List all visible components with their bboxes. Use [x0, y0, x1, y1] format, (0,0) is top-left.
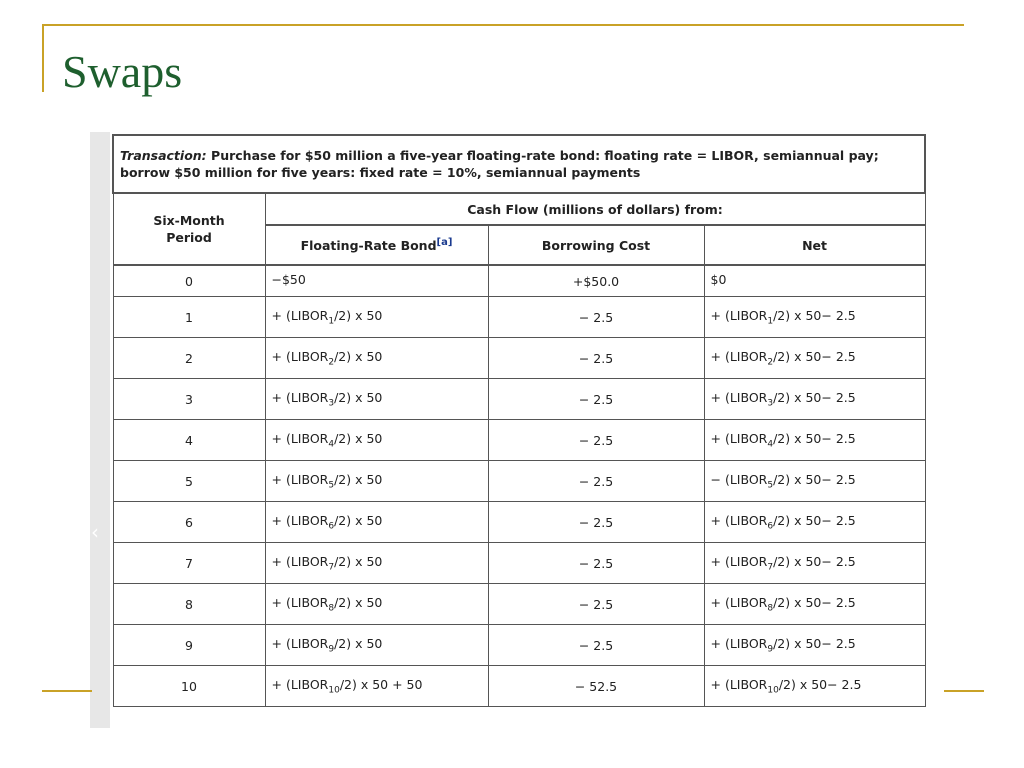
net-cell — [704, 420, 925, 461]
period-value: 8 — [185, 596, 193, 612]
net-prefix: − (LIBOR — [710, 471, 768, 487]
net-subscript: 7 — [767, 562, 774, 573]
floating-prefix: + (LIBOR — [271, 348, 329, 364]
floating-subscript: 2 — [328, 357, 335, 368]
floating-subscript: 5 — [328, 480, 335, 491]
bottom-right-accent-rule — [944, 690, 984, 692]
table-row — [113, 666, 925, 707]
table-row — [113, 502, 925, 543]
floating-subscript: 4 — [328, 439, 335, 450]
chevron-left-icon[interactable]: ‹ — [91, 520, 99, 544]
net-cell — [704, 543, 925, 584]
borrowing-cost-cell — [488, 297, 704, 338]
floating-suffix: /2) x 50 — [334, 430, 383, 446]
period-value: 0 — [185, 273, 193, 289]
period-value: 2 — [185, 350, 193, 366]
net-cell — [704, 625, 925, 666]
floating-subscript: 9 — [328, 644, 335, 655]
net-cell — [704, 265, 925, 297]
floating-prefix: + (LIBOR — [271, 389, 329, 405]
floating-rate-bond-header — [265, 225, 488, 265]
floating-prefix: + (LIBOR — [271, 676, 329, 692]
borrowing-value: − 52.5 — [574, 678, 618, 694]
floating-suffix: /2) x 50 — [334, 471, 383, 487]
table-caption — [113, 135, 925, 193]
floating-rate-cell — [265, 265, 488, 297]
borrowing-cost-cell — [488, 265, 704, 297]
net-cell — [704, 502, 925, 543]
borrowing-value: − 2.5 — [578, 596, 614, 612]
floating-prefix: + (LIBOR — [271, 512, 329, 528]
floating-rate-cell — [265, 584, 488, 625]
period-value: 5 — [185, 473, 193, 489]
net-subscript: 4 — [767, 439, 774, 450]
net-prefix: + (LIBOR — [710, 348, 768, 364]
period-cell — [113, 379, 265, 420]
period-cell — [113, 420, 265, 461]
net-prefix: + (LIBOR — [710, 307, 768, 323]
net-cell — [704, 461, 925, 502]
period-value: 6 — [185, 514, 193, 530]
net-suffix: /2) x 50− 2.5 — [773, 471, 856, 487]
net-subscript: 9 — [767, 644, 774, 655]
period-header-line1: Six-Month — [153, 213, 225, 228]
net-suffix: /2) x 50− 2.5 — [773, 307, 856, 323]
floating-suffix: /2) x 50 — [334, 553, 383, 569]
net-prefix: + (LIBOR — [710, 553, 768, 569]
net-suffix: /2) x 50− 2.5 — [778, 676, 862, 692]
borrowing-cost-cell — [488, 461, 704, 502]
table-row — [113, 265, 925, 297]
net-cell — [704, 297, 925, 338]
period-cell — [113, 666, 265, 707]
period-value: 9 — [185, 637, 193, 653]
table-row — [113, 543, 925, 584]
net-suffix: /2) x 50− 2.5 — [773, 635, 856, 651]
net-suffix: /2) x 50− 2.5 — [773, 389, 856, 405]
floating-subscript: 10 — [328, 685, 340, 696]
net-subscript: 10 — [767, 685, 779, 696]
table-row — [113, 338, 925, 379]
period-column-header — [113, 193, 265, 265]
top-accent-rule — [42, 24, 964, 26]
floating-suffix: /2) x 50 — [334, 348, 383, 364]
floating-suffix: /2) x 50 — [334, 512, 383, 528]
net-cell — [704, 338, 925, 379]
borrowing-value: − 2.5 — [578, 473, 614, 489]
table-row — [113, 297, 925, 338]
borrowing-value: − 2.5 — [578, 514, 614, 530]
floating-rate-cell — [265, 543, 488, 584]
net-prefix: + (LIBOR — [710, 676, 768, 692]
period-cell — [113, 297, 265, 338]
floating-subscript: 8 — [328, 603, 335, 614]
borrowing-cost-header: Borrowing Cost — [488, 225, 704, 265]
borrowing-value: − 2.5 — [578, 432, 614, 448]
net-subscript: 3 — [767, 398, 774, 409]
net-suffix: /2) x 50− 2.5 — [773, 594, 856, 610]
period-cell — [113, 265, 265, 297]
borrowing-cost-cell — [488, 625, 704, 666]
net-cell — [704, 584, 925, 625]
net-prefix: + (LIBOR — [710, 389, 768, 405]
bottom-left-accent-rule — [42, 690, 92, 692]
net-suffix: /2) x 50− 2.5 — [773, 553, 856, 569]
left-accent-rule — [42, 24, 44, 92]
floating-rate-cell — [265, 666, 488, 707]
table-row — [113, 625, 925, 666]
net-cell — [704, 666, 925, 707]
net-subscript: 6 — [767, 521, 774, 532]
table-body — [113, 265, 925, 707]
net-cell — [704, 379, 925, 420]
floating-rate-cell — [265, 461, 488, 502]
period-value: 1 — [185, 309, 193, 325]
borrowing-cost-cell — [488, 502, 704, 543]
net-prefix: $0 — [710, 271, 727, 287]
floating-rate-cell — [265, 297, 488, 338]
floating-rate-cell — [265, 338, 488, 379]
borrowing-cost-cell — [488, 543, 704, 584]
floating-suffix: /2) x 50 + 50 — [339, 676, 423, 692]
net-prefix: + (LIBOR — [710, 594, 768, 610]
floating-prefix: −$50 — [271, 271, 306, 287]
floating-suffix: /2) x 50 — [334, 594, 383, 610]
period-cell — [113, 338, 265, 379]
floating-rate-bond-label: Floating-Rate Bond — [300, 238, 437, 254]
period-value: 7 — [185, 555, 193, 571]
floating-suffix: /2) x 50 — [334, 389, 383, 405]
period-value: 4 — [185, 432, 193, 448]
net-suffix: /2) x 50− 2.5 — [773, 348, 856, 364]
borrowing-cost-cell — [488, 666, 704, 707]
caption-label: Transaction: — [120, 148, 207, 163]
slide-title: Swaps — [62, 46, 183, 97]
net-header: Net — [704, 225, 925, 265]
table-row — [113, 420, 925, 461]
period-header-line2: Period — [166, 230, 212, 245]
floating-suffix: /2) x 50 — [334, 635, 383, 651]
net-subscript: 1 — [767, 316, 774, 327]
net-prefix: + (LIBOR — [710, 430, 768, 446]
period-value: 3 — [185, 391, 193, 407]
floating-rate-cell — [265, 379, 488, 420]
floating-subscript: 3 — [328, 398, 335, 409]
cash-flow-group-header: Cash Flow (millions of dollars) from: — [265, 193, 925, 225]
table-row — [113, 379, 925, 420]
period-cell — [113, 625, 265, 666]
swap-cash-flow-table — [112, 134, 926, 707]
borrowing-value: − 2.5 — [578, 309, 614, 325]
caption-text: Purchase for $50 million a five-year floating-rate bond: floating rate = LIBOR, semiannual pay; borrow $50 million for five years: fixed rate = 10%, semiannual payments — [120, 148, 879, 180]
floating-prefix: + (LIBOR — [271, 307, 329, 323]
floating-suffix: /2) x 50 — [334, 307, 383, 323]
period-cell — [113, 543, 265, 584]
net-subscript: 8 — [767, 603, 774, 614]
net-suffix: /2) x 50− 2.5 — [773, 512, 856, 528]
period-cell — [113, 502, 265, 543]
borrowing-value: +$50.0 — [572, 273, 620, 289]
table-row — [113, 584, 925, 625]
net-suffix: /2) x 50− 2.5 — [773, 430, 856, 446]
floating-rate-cell — [265, 625, 488, 666]
borrowing-cost-cell — [488, 584, 704, 625]
floating-prefix: + (LIBOR — [271, 471, 329, 487]
borrowing-value: − 2.5 — [578, 555, 614, 571]
floating-rate-cell — [265, 420, 488, 461]
floating-prefix: + (LIBOR — [271, 635, 329, 651]
floating-prefix: + (LIBOR — [271, 594, 329, 610]
floating-prefix: + (LIBOR — [271, 430, 329, 446]
borrowing-value: − 2.5 — [578, 391, 614, 407]
floating-subscript: 6 — [328, 521, 335, 532]
net-subscript: 5 — [767, 480, 774, 491]
footnote-link[interactable]: [a] — [436, 237, 453, 249]
chevron-right-icon[interactable]: › — [929, 520, 937, 544]
floating-prefix: + (LIBOR — [271, 553, 329, 569]
borrowing-cost-cell — [488, 420, 704, 461]
period-cell — [113, 461, 265, 502]
floating-subscript: 1 — [328, 316, 335, 327]
floating-subscript: 7 — [328, 562, 335, 573]
table-row — [113, 461, 925, 502]
borrowing-cost-cell — [488, 338, 704, 379]
net-subscript: 2 — [767, 357, 774, 368]
period-value: 10 — [181, 678, 197, 694]
net-prefix: + (LIBOR — [710, 512, 768, 528]
floating-rate-cell — [265, 502, 488, 543]
borrowing-cost-cell — [488, 379, 704, 420]
borrowing-value: − 2.5 — [578, 637, 614, 653]
period-cell — [113, 584, 265, 625]
net-prefix: + (LIBOR — [710, 635, 768, 651]
borrowing-value: − 2.5 — [578, 350, 614, 366]
